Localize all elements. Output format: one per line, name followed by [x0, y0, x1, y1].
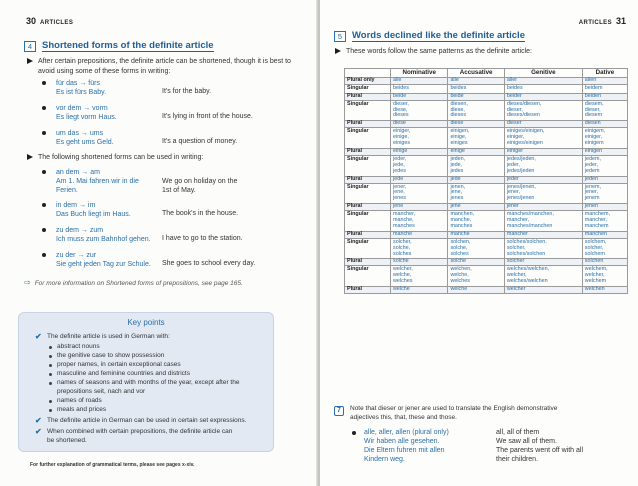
example-text: alle, aller, allen (plural only)	[364, 429, 449, 436]
key-bullet	[57, 397, 102, 405]
form-text: um das → ums	[56, 130, 104, 137]
bullet-icon	[42, 106, 46, 110]
page-number: 30	[26, 16, 37, 26]
translation-text: their children.	[496, 456, 539, 463]
table-cell: manchen	[582, 231, 627, 238]
table-cell: jeder, jede, jedes	[391, 155, 448, 176]
page-number: 31	[615, 16, 626, 26]
form-text: zu dem → zum	[56, 227, 104, 234]
table-cell: diese	[391, 121, 448, 128]
form-text: vor dem → vorm	[56, 105, 108, 112]
table-row	[345, 266, 628, 287]
translation-block	[496, 428, 583, 464]
row-label: Singular	[345, 100, 391, 121]
table-cell: beides	[504, 84, 582, 93]
table-header: Genitive	[504, 69, 582, 78]
row-label: Singular	[345, 211, 391, 232]
table-cell: einiges/einigen, einiger, einiges/einigen	[504, 128, 582, 149]
example-text: Es liegt vorm Haus.	[56, 114, 117, 121]
example-text: Sie geht jeden Tag zur Schule.	[56, 261, 151, 268]
table-cell: dieses/diesen, dieser, dieses/diesen	[504, 100, 582, 121]
table-cell: solchen	[582, 259, 627, 266]
row-label: Plural	[345, 204, 391, 211]
table-header: Accusative	[448, 69, 504, 78]
table-cell: jenen	[582, 204, 627, 211]
key-bullet	[57, 361, 181, 369]
table-cell: einiger	[504, 148, 582, 155]
key-bullet	[57, 352, 164, 360]
key-point-text: be shortened.	[47, 437, 87, 444]
translation-text: It's lying in front of the house.	[162, 113, 253, 120]
right-page	[320, 0, 638, 486]
intro2-text: The following shortened forms can be used in writing:	[38, 154, 204, 161]
bullet-icon	[49, 355, 52, 358]
key-point	[35, 427, 233, 436]
key-points-box	[18, 312, 274, 452]
bullet-icon	[42, 81, 46, 85]
row-label: Singular	[345, 266, 391, 287]
table-row	[345, 287, 628, 294]
table-row	[345, 211, 628, 232]
row-label: Plural	[345, 231, 391, 238]
table-cell: welchen	[582, 287, 627, 294]
table-cell: manches/manchen, mancher, manches/manchen	[504, 211, 582, 232]
translation-line: We go on holiday on the	[162, 178, 238, 185]
row-label: Plural	[345, 121, 391, 128]
translation-text: She goes to school every day.	[162, 260, 256, 267]
check-icon: ✔	[35, 416, 42, 425]
table-cell: manche	[391, 231, 448, 238]
table-cell: einige	[391, 148, 448, 155]
arrow-bullet-icon	[27, 58, 33, 64]
bullet-icon	[42, 131, 46, 135]
table-cell: welchen, welche, welches	[448, 266, 504, 287]
note-paragraph	[350, 405, 632, 422]
table-row	[345, 231, 628, 238]
table-row	[345, 204, 628, 211]
intro-text: These words follow the same patterns as the definite article:	[346, 48, 532, 55]
table-cell: jenes/jenen, jener, jenes/jenen	[504, 183, 582, 204]
example-item	[56, 129, 114, 147]
form-text: in dem → im	[56, 202, 96, 209]
table-cell: welche	[391, 287, 448, 294]
table-cell: alle	[448, 77, 504, 84]
translation-text: The parents went off with all	[496, 447, 584, 454]
form-text: für das → fürs	[56, 80, 100, 87]
row-label: Plural	[345, 148, 391, 155]
bullet-icon	[42, 228, 46, 232]
key-bullet-text: names of seasons and with months of the year, except after the	[57, 379, 240, 386]
key-point-text: The definite article in German can be used in certain set expressions.	[47, 417, 247, 424]
table-cell: einige	[448, 148, 504, 155]
table-cell: jeden, jede, jedes	[448, 155, 504, 176]
table-row	[345, 238, 628, 259]
intro2-paragraph	[38, 153, 300, 163]
example-item	[56, 168, 139, 195]
bullet-icon	[42, 170, 46, 174]
table-cell: diesen	[582, 121, 627, 128]
key-point-text: When combined with certain prepositions, the definite article can	[47, 428, 233, 435]
table-cell: welcher	[504, 287, 582, 294]
table-cell: manchem, mancher, manchem	[582, 211, 627, 232]
table-cell: mancher	[504, 231, 582, 238]
table-cell: beides	[391, 84, 448, 93]
key-points-title: Key points	[127, 318, 165, 327]
table-cell: jener	[504, 204, 582, 211]
key-bullet-continuation	[57, 388, 145, 396]
table-cell: dieser	[504, 121, 582, 128]
table-cell: solches/solchen, solcher, solches/solchen	[504, 238, 582, 259]
row-label: Singular	[345, 238, 391, 259]
example-item	[56, 226, 151, 244]
translation-text: It's for the baby.	[162, 88, 212, 95]
row-label: Singular	[345, 183, 391, 204]
table-cell: einigen, einige, einiges	[448, 128, 504, 149]
table-cell: jene	[448, 204, 504, 211]
translation-text: We saw all of them.	[496, 438, 557, 445]
more-info-note	[24, 278, 304, 287]
translation-line: 1st of May.	[162, 187, 196, 194]
table-cell: jenem, jener, jenem	[582, 183, 627, 204]
example-text: Es ist fürs Baby.	[56, 89, 107, 96]
arrow-bullet-icon	[335, 48, 341, 54]
table-cell: diesen, diese, dieses	[448, 100, 504, 121]
table-cell: allen	[582, 77, 627, 84]
key-bullet-text: masculine and feminine countries and districts	[57, 370, 190, 377]
table-cell: mancher, manche, manches	[391, 211, 448, 232]
table-cell: jene	[391, 204, 448, 211]
key-bullet-text: the genitive case to show possession	[57, 352, 165, 359]
example-text: Es geht ums Geld.	[56, 139, 114, 146]
page-number-right	[579, 16, 626, 26]
key-point	[35, 332, 170, 341]
pointer-arrow-icon: ⇨	[24, 278, 31, 287]
bullet-icon	[42, 253, 46, 257]
example-text: Die Eltern fuhren mit allen	[364, 447, 445, 454]
section-title: Words declined like the definite article	[352, 30, 525, 41]
footer-note: For further explanation of grammatical terms, please see pages x-xiv.	[30, 462, 195, 468]
bullet-icon	[352, 431, 356, 435]
table-row	[345, 84, 628, 93]
running-head: ARTICLES	[40, 20, 74, 26]
table-cell: welches/welchen, welcher, welches/welchen	[504, 266, 582, 287]
table-row	[345, 148, 628, 155]
note-line: Note that dieser or jener are used to translate the English demonstrative	[350, 405, 558, 412]
row-label: Plural	[345, 259, 391, 266]
section-title: Shortened forms of the definite article	[42, 40, 214, 51]
translation-text: all, all of them	[496, 429, 540, 436]
table-cell: jede	[448, 176, 504, 183]
table-row	[345, 77, 628, 84]
more-info-text: For more information on Shortened forms of prepositions, see page 165.	[34, 280, 243, 287]
note-number: 7	[334, 406, 344, 416]
table-row	[345, 155, 628, 176]
bullet-icon	[49, 409, 52, 412]
key-bullet-text: abstract nouns	[57, 343, 100, 350]
table-body	[345, 77, 628, 293]
table-cell: manchen, manche, manches	[448, 211, 504, 232]
table-cell: jeder	[504, 176, 582, 183]
table-cell: beides	[448, 84, 504, 93]
table-cell: jede	[391, 176, 448, 183]
key-bullet	[57, 379, 239, 387]
left-page	[0, 0, 318, 486]
key-bullet	[57, 370, 190, 378]
key-bullet	[57, 406, 106, 414]
table-cell: welchem, welcher, welchem	[582, 266, 627, 287]
row-label: Plural	[345, 176, 391, 183]
table-cell: manche	[448, 231, 504, 238]
section-heading	[334, 30, 525, 42]
table-cell: solche	[448, 259, 504, 266]
translation-text: I have to go to the station.	[162, 235, 243, 242]
table-cell: jedem, jeder, jedem	[582, 155, 627, 176]
translation-text	[162, 177, 237, 195]
section-number: 4	[24, 41, 36, 52]
key-point-text: The definite article is used in German with:	[47, 333, 170, 340]
translation-text: The book's in the house.	[162, 210, 239, 217]
key-point-continuation	[47, 437, 87, 445]
check-icon: ✔	[35, 332, 42, 341]
table-cell: beide	[448, 93, 504, 100]
row-label: Singular	[345, 84, 391, 93]
row-label: Plural	[345, 93, 391, 100]
bullet-icon	[42, 203, 46, 207]
example-item	[56, 201, 131, 219]
bullet-icon	[49, 373, 52, 376]
intro-text: After certain prepositions, the definite article can be shortened, though it is best to avoid using some of these forms in writing:	[38, 58, 291, 75]
row-label: Plural only	[345, 77, 391, 84]
example-text: Ich muss zum Bahnhof gehen.	[56, 236, 151, 243]
key-bullet-text: prepositions seit, nach and vor	[57, 388, 146, 395]
example-item	[56, 251, 151, 269]
form-text: zu der → zur	[56, 252, 97, 259]
running-head: ARTICLES	[578, 20, 612, 26]
intro-paragraph	[346, 47, 632, 57]
table-cell: alle	[391, 77, 448, 84]
table-cell: beider	[504, 93, 582, 100]
table-cell: diesem, dieser, diesem	[582, 100, 627, 121]
note-line: adjectives this, that, these and those.	[350, 413, 457, 421]
table-cell: diese	[448, 121, 504, 128]
table-cell: jener, jene, jenes	[391, 183, 448, 204]
table-cell: welche	[448, 287, 504, 294]
table-cell: welcher, welche, welches	[391, 266, 448, 287]
row-label: Singular	[345, 128, 391, 149]
table-cell: solchem, solcher, solchem	[582, 238, 627, 259]
example-item	[364, 428, 449, 464]
bullet-icon	[49, 400, 52, 403]
intro-paragraph	[38, 57, 300, 76]
translation-text: It's a question of money.	[162, 138, 238, 145]
table-cell: jedes/jeden, jeder, jedes/jeden	[504, 155, 582, 176]
example-text: Kindern weg.	[364, 456, 405, 463]
check-icon: ✔	[35, 427, 42, 436]
table-cell: beidem	[582, 84, 627, 93]
arrow-bullet-icon	[27, 154, 33, 160]
key-bullet-text: proper names, in certain exceptional cases	[57, 361, 181, 368]
table-cell: solchen, solche, solches	[448, 238, 504, 259]
table-cell: solche	[391, 259, 448, 266]
page-number-left	[26, 16, 73, 26]
section-number: 5	[334, 31, 346, 42]
table-row	[345, 176, 628, 183]
table-row	[345, 100, 628, 121]
table-row	[345, 128, 628, 149]
example-item	[56, 104, 117, 122]
form-text: an dem → am	[56, 169, 100, 176]
table-cell: aller	[504, 77, 582, 84]
example-text: Am 1. Mai fahren wir in die	[56, 178, 139, 185]
declension-table	[344, 68, 628, 294]
table-cell: dieser, diese, dieses	[391, 100, 448, 121]
example-text: Ferien.	[56, 187, 78, 194]
table-header: Nominative	[391, 69, 448, 78]
table-cell: einiger, einige, einiges	[391, 128, 448, 149]
example-item	[56, 79, 106, 97]
table-row	[345, 93, 628, 100]
table-cell: einigem, einiger, einigem	[582, 128, 627, 149]
row-label: Singular	[345, 155, 391, 176]
table-cell: jenen, jene, jenes	[448, 183, 504, 204]
key-bullet-text: names of roads	[57, 397, 102, 404]
key-point	[35, 416, 247, 425]
table-header: Dative	[582, 69, 627, 78]
example-text: Wir haben alle gesehen.	[364, 438, 440, 445]
example-text: Das Buch liegt im Haus.	[56, 211, 131, 218]
section-heading	[24, 40, 214, 52]
table-cell: solcher, solche, solches	[391, 238, 448, 259]
table-cell: beiden	[582, 93, 627, 100]
key-bullet	[57, 343, 100, 351]
table-row	[345, 259, 628, 266]
bullet-icon	[49, 364, 52, 367]
table-cell: einigen	[582, 148, 627, 155]
row-label: Plural	[345, 287, 391, 294]
table-cell: beide	[391, 93, 448, 100]
bullet-icon	[49, 346, 52, 349]
table-row	[345, 121, 628, 128]
bullet-icon	[49, 382, 52, 385]
table-cell: solcher	[504, 259, 582, 266]
key-bullet-text: meals and prices	[57, 406, 107, 413]
table-cell: jeden	[582, 176, 627, 183]
table-row	[345, 183, 628, 204]
